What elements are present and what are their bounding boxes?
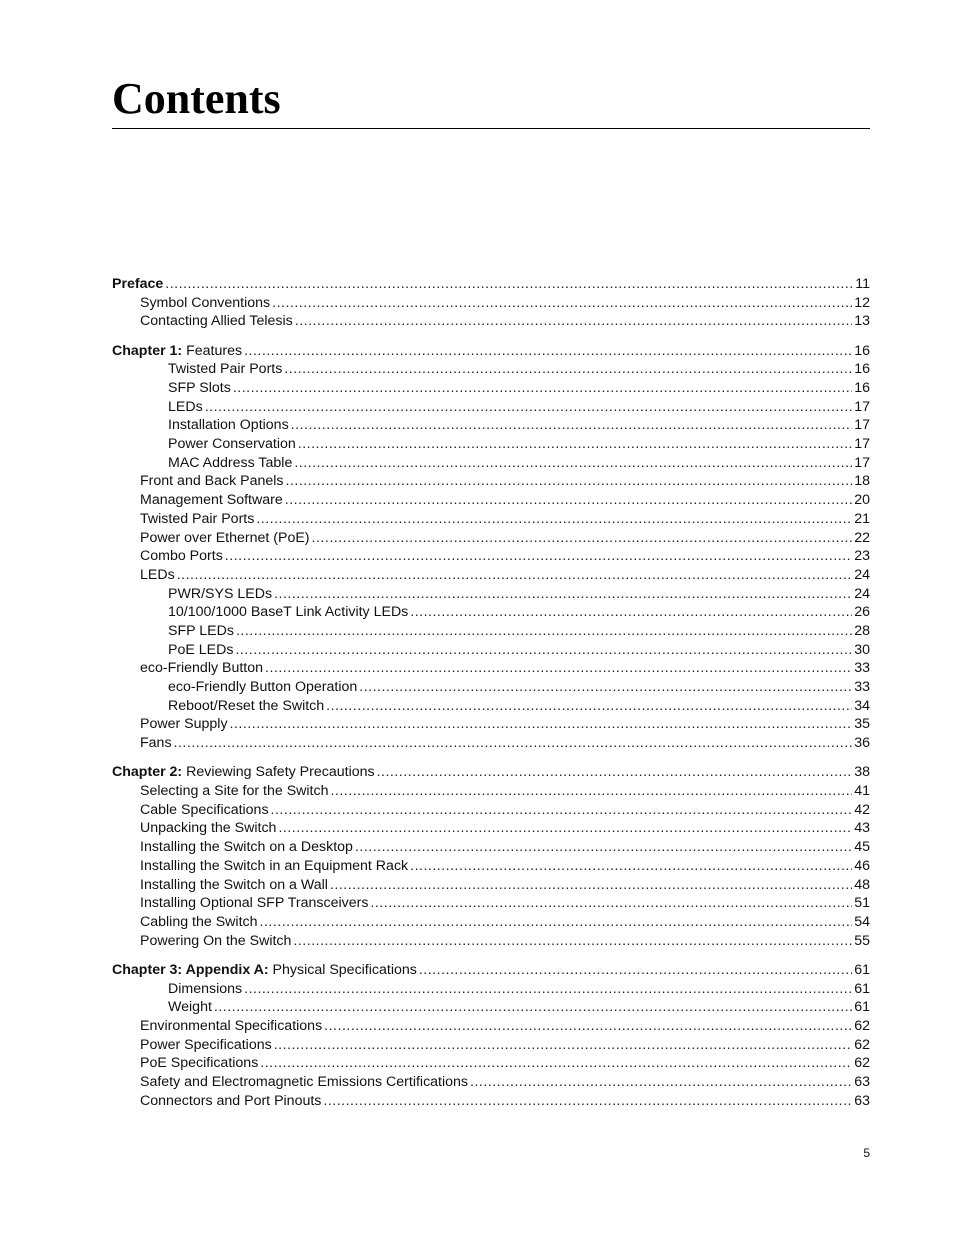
toc-entry-title xyxy=(168,697,324,716)
dot-leader xyxy=(359,678,852,697)
toc-entry-title xyxy=(140,529,310,548)
dot-leader xyxy=(205,398,853,417)
dot-leader xyxy=(230,715,853,734)
toc-entry[interactable] xyxy=(112,1017,870,1036)
dot-leader xyxy=(274,1036,853,1055)
toc-entry-title xyxy=(140,1036,272,1055)
toc-entry[interactable] xyxy=(112,857,870,876)
toc-entry-title xyxy=(140,838,353,857)
toc-entry[interactable] xyxy=(112,641,870,660)
toc-entry-text: Power over Ethernet (PoE) xyxy=(140,529,310,546)
toc-entry-text: eco-Friendly Button Operation xyxy=(168,679,358,696)
toc-entry-text: Power Conservation xyxy=(168,436,296,453)
dot-leader xyxy=(410,603,852,622)
toc-page-number: 17 xyxy=(854,454,870,471)
toc-page-number: 33 xyxy=(854,660,870,677)
toc-entry-text: Features xyxy=(182,342,243,359)
toc-entry-title xyxy=(112,342,242,361)
toc-entry[interactable] xyxy=(112,360,870,379)
toc-entry[interactable] xyxy=(112,294,870,313)
toc-entry-title xyxy=(168,622,234,641)
toc-entry-text: Front and Back Panels xyxy=(140,473,284,490)
toc-entry-text: Power Specifications xyxy=(140,1036,272,1053)
toc-page-number: 43 xyxy=(854,820,870,837)
toc-entry-text: Environmental Specifications xyxy=(140,1017,323,1034)
toc-entry-title xyxy=(140,857,408,876)
toc-entry-title xyxy=(168,435,296,454)
dot-leader xyxy=(284,360,852,379)
toc-page-number: 17 xyxy=(854,398,870,415)
toc-entry[interactable] xyxy=(112,510,870,529)
toc-entry-text: eco-Friendly Button xyxy=(140,660,264,677)
toc-entry[interactable] xyxy=(112,491,870,510)
toc-entry-text: MAC Address Table xyxy=(168,454,293,471)
toc-entry[interactable] xyxy=(112,998,870,1017)
dot-leader xyxy=(165,275,853,294)
toc-page-number: 12 xyxy=(854,294,870,311)
toc-page-number: 13 xyxy=(854,313,870,330)
toc-page-number: 24 xyxy=(854,585,870,602)
toc-chapter-entry[interactable] xyxy=(112,961,870,980)
dot-leader xyxy=(244,980,852,999)
toc-entry-text: PWR/SYS LEDs xyxy=(168,585,273,602)
toc-entry-title xyxy=(140,715,228,734)
toc-page-number: 55 xyxy=(854,932,870,949)
toc-entry-title xyxy=(140,932,291,951)
toc-entry[interactable] xyxy=(112,379,870,398)
dot-leader xyxy=(286,472,853,491)
toc-entry-lead: Preface xyxy=(112,276,164,292)
title-rule xyxy=(112,128,870,129)
dot-leader xyxy=(174,734,853,753)
toc-entry-text: Dimensions xyxy=(168,980,243,997)
dot-leader xyxy=(260,1054,852,1073)
toc-page-number: 28 xyxy=(854,622,870,639)
toc-entry-title xyxy=(140,547,223,566)
toc-entry[interactable] xyxy=(112,801,870,820)
toc-entry[interactable] xyxy=(112,894,870,913)
toc-entry[interactable] xyxy=(112,435,870,454)
toc-entry-text: Reboot/Reset the Switch xyxy=(168,697,325,714)
dot-leader xyxy=(470,1073,852,1092)
toc-entry[interactable] xyxy=(112,603,870,622)
toc-entry-title xyxy=(168,998,212,1017)
toc-entry[interactable] xyxy=(112,472,870,491)
toc-entry-text: Installing the Switch on a Wall xyxy=(140,876,328,893)
toc-entry-title xyxy=(140,1017,322,1036)
toc-entry-lead: Chapter 1: xyxy=(112,342,183,359)
toc-entry[interactable] xyxy=(112,734,870,753)
dot-leader xyxy=(323,1092,852,1111)
toc-entry-text: Weight xyxy=(168,999,212,1016)
toc-entry[interactable] xyxy=(112,819,870,838)
toc-entry[interactable] xyxy=(112,566,870,585)
toc-page-number: 34 xyxy=(854,697,870,714)
dot-leader xyxy=(236,622,852,641)
toc-entry-text: Twisted Pair Ports xyxy=(168,361,283,378)
dot-leader xyxy=(271,801,853,820)
toc-entry-title xyxy=(140,659,263,678)
toc-entry-text: Cabling the Switch xyxy=(140,913,258,930)
toc-entry-title xyxy=(140,876,328,895)
toc-entry-title xyxy=(140,782,328,801)
toc-page-number: 45 xyxy=(854,839,870,856)
dot-leader xyxy=(265,659,852,678)
toc-page-number: 46 xyxy=(854,857,870,874)
dot-leader xyxy=(256,510,852,529)
toc-entry-title xyxy=(140,294,270,313)
toc-entry-text: PoE LEDs xyxy=(168,641,234,658)
toc-entry-text: Fans xyxy=(140,735,172,752)
dot-leader xyxy=(330,876,852,895)
toc-page-number: 17 xyxy=(854,417,870,434)
toc-page-number: 62 xyxy=(854,1055,870,1072)
dot-leader xyxy=(355,838,852,857)
dot-leader xyxy=(312,529,853,548)
toc-page-number: 21 xyxy=(854,510,870,527)
dot-leader xyxy=(293,932,852,951)
dot-leader xyxy=(177,566,853,585)
toc-entry[interactable] xyxy=(112,1054,870,1073)
toc-entry-text: Powering On the Switch xyxy=(140,932,292,949)
toc-entry-title xyxy=(140,734,172,753)
dot-leader xyxy=(324,1017,852,1036)
toc-page-number: 11 xyxy=(855,276,870,292)
dot-leader xyxy=(260,913,853,932)
toc-entry-title xyxy=(140,510,254,529)
toc-entry-title xyxy=(140,312,293,331)
dot-leader xyxy=(419,961,852,980)
page-number: 5 xyxy=(863,1146,870,1160)
toc-page-number: 61 xyxy=(854,961,870,978)
toc-entry-text: Symbol Conventions xyxy=(140,294,271,311)
toc-page-number: 23 xyxy=(854,548,870,565)
toc-entry-title xyxy=(140,566,175,585)
toc-entry[interactable] xyxy=(112,1073,870,1092)
dot-leader xyxy=(235,641,852,660)
dot-leader xyxy=(214,998,852,1017)
toc-entry-text: Unpacking the Switch xyxy=(140,820,277,837)
toc-page-number: 24 xyxy=(854,566,870,583)
toc-page-number: 30 xyxy=(854,641,870,658)
toc-entry-lead: Chapter 2: xyxy=(112,764,183,781)
toc-entry-text: LEDs xyxy=(140,566,175,583)
toc-page-number: 18 xyxy=(854,473,870,490)
dot-leader xyxy=(294,454,852,473)
toc-entry-text: Installing the Switch on a Desktop xyxy=(140,839,353,856)
toc-entry[interactable] xyxy=(112,312,870,331)
toc-entry-title xyxy=(140,1054,258,1073)
toc-page-number: 61 xyxy=(854,980,870,997)
toc-entry-text: SFP Slots xyxy=(168,380,231,397)
toc-entry[interactable] xyxy=(112,529,870,548)
toc-entry-title xyxy=(168,678,357,697)
toc-page-number: 41 xyxy=(854,783,870,800)
toc-page-number: 16 xyxy=(854,361,870,378)
dot-leader xyxy=(272,294,852,313)
toc-entry-text: Physical Specifications xyxy=(268,961,417,978)
toc-entry[interactable] xyxy=(112,398,870,417)
toc-page-number: 48 xyxy=(854,876,870,893)
toc-page-number: 20 xyxy=(854,492,870,509)
toc-entry[interactable] xyxy=(112,622,870,641)
toc-page-number: 51 xyxy=(854,895,870,912)
dot-leader xyxy=(326,697,852,716)
toc-entry-title xyxy=(140,472,284,491)
toc-entry-text: Contacting Allied Telesis xyxy=(140,313,293,330)
toc-entry-text: PoE Specifications xyxy=(140,1055,259,1072)
toc-entry[interactable] xyxy=(112,876,870,895)
toc-chapter-entry[interactable] xyxy=(112,342,870,361)
toc-entry[interactable] xyxy=(112,980,870,999)
toc-page-number: 22 xyxy=(854,529,870,546)
dot-leader xyxy=(291,416,853,435)
toc-page-number: 63 xyxy=(854,1073,870,1090)
toc-entry-text: Installation Options xyxy=(168,417,289,434)
toc-entry[interactable] xyxy=(112,715,870,734)
toc-page-number: 42 xyxy=(854,801,870,818)
dot-leader xyxy=(370,894,852,913)
toc-entry[interactable] xyxy=(112,838,870,857)
toc-entry[interactable] xyxy=(112,1092,870,1111)
toc-page-number: 54 xyxy=(854,913,870,930)
dot-leader xyxy=(410,857,852,876)
toc-chapter-entry[interactable] xyxy=(112,275,870,294)
toc-entry-title xyxy=(140,1073,468,1092)
toc-page-number: 35 xyxy=(854,716,870,733)
toc-entry[interactable] xyxy=(112,697,870,716)
toc-entry[interactable] xyxy=(112,913,870,932)
toc-entry-title xyxy=(140,801,269,820)
toc-entry-text: Installing the Switch in an Equipment Rack xyxy=(140,857,409,874)
dot-leader xyxy=(285,491,852,510)
dot-leader xyxy=(225,547,852,566)
toc-page-number: 63 xyxy=(854,1092,870,1109)
toc-entry[interactable] xyxy=(112,416,870,435)
toc-entry[interactable] xyxy=(112,678,870,697)
dot-leader xyxy=(298,435,852,454)
toc-entry[interactable] xyxy=(112,585,870,604)
toc-entry-title xyxy=(168,585,272,604)
toc-page-number: 33 xyxy=(854,679,870,696)
toc-entry-title xyxy=(140,894,368,913)
toc-page-number: 36 xyxy=(854,735,870,752)
toc-entry-title xyxy=(168,416,289,435)
toc-entry-title xyxy=(168,379,231,398)
toc-page-number: 38 xyxy=(854,764,870,781)
toc-entry-text: Selecting a Site for the Switch xyxy=(140,783,329,800)
toc-entry-text: LEDs xyxy=(168,398,203,415)
toc-page-number: 62 xyxy=(854,1017,870,1034)
toc-page-number: 26 xyxy=(854,604,870,621)
toc-page-number: 17 xyxy=(854,436,870,453)
toc-entry-title xyxy=(140,819,276,838)
toc-entry-text: Installing Optional SFP Transceivers xyxy=(140,895,369,912)
toc-entry[interactable] xyxy=(112,782,870,801)
toc-entry-text: Safety and Electromagnetic Emissions Certifications xyxy=(140,1073,469,1090)
dot-leader xyxy=(278,819,852,838)
toc-entry-text: Combo Ports xyxy=(140,548,223,565)
toc-page-number: 16 xyxy=(854,342,870,359)
toc-entry-title xyxy=(168,454,292,473)
toc-entry-title xyxy=(168,360,282,379)
toc-entry-lead: Chapter 3: Appendix A: xyxy=(112,961,269,978)
dot-leader xyxy=(244,342,852,361)
toc-entry-text: Reviewing Safety Precautions xyxy=(182,764,375,781)
toc-chapter-entry[interactable] xyxy=(112,763,870,782)
toc-entry-title xyxy=(140,491,283,510)
toc-entry-text: Cable Specifications xyxy=(140,801,269,818)
dot-leader xyxy=(274,585,852,604)
toc-entry-text: Management Software xyxy=(140,492,283,509)
toc-entry-text: Twisted Pair Ports xyxy=(140,510,255,527)
toc-page-number: 16 xyxy=(854,380,870,397)
dot-leader xyxy=(377,763,853,782)
toc-entry-title xyxy=(140,913,258,932)
toc-entry-text: Connectors and Port Pinouts xyxy=(140,1092,322,1109)
page-title: Contents xyxy=(112,74,281,123)
toc-entry-title xyxy=(112,275,163,294)
toc-entry-title xyxy=(112,961,417,980)
toc-entry-title xyxy=(140,1092,321,1111)
toc-entry-title xyxy=(168,398,203,417)
toc-entry[interactable] xyxy=(112,1036,870,1055)
toc-entry-title xyxy=(168,603,408,622)
toc-entry-title xyxy=(168,980,242,999)
dot-leader xyxy=(295,312,852,331)
toc-page-number: 62 xyxy=(854,1036,870,1053)
toc-entry-text: Power Supply xyxy=(140,716,228,733)
table-of-contents xyxy=(112,275,870,1110)
toc-entry[interactable] xyxy=(112,659,870,678)
dot-leader xyxy=(330,782,852,801)
toc-entry[interactable] xyxy=(112,547,870,566)
toc-page-number: 61 xyxy=(854,999,870,1016)
toc-entry-text: 10/100/1000 BaseT Link Activity LEDs xyxy=(168,604,409,621)
toc-entry[interactable] xyxy=(112,932,870,951)
toc-entry-title xyxy=(112,763,375,782)
toc-entry-title xyxy=(168,641,233,660)
dot-leader xyxy=(233,379,852,398)
toc-entry[interactable] xyxy=(112,454,870,473)
toc-entry-text: SFP LEDs xyxy=(168,622,234,639)
